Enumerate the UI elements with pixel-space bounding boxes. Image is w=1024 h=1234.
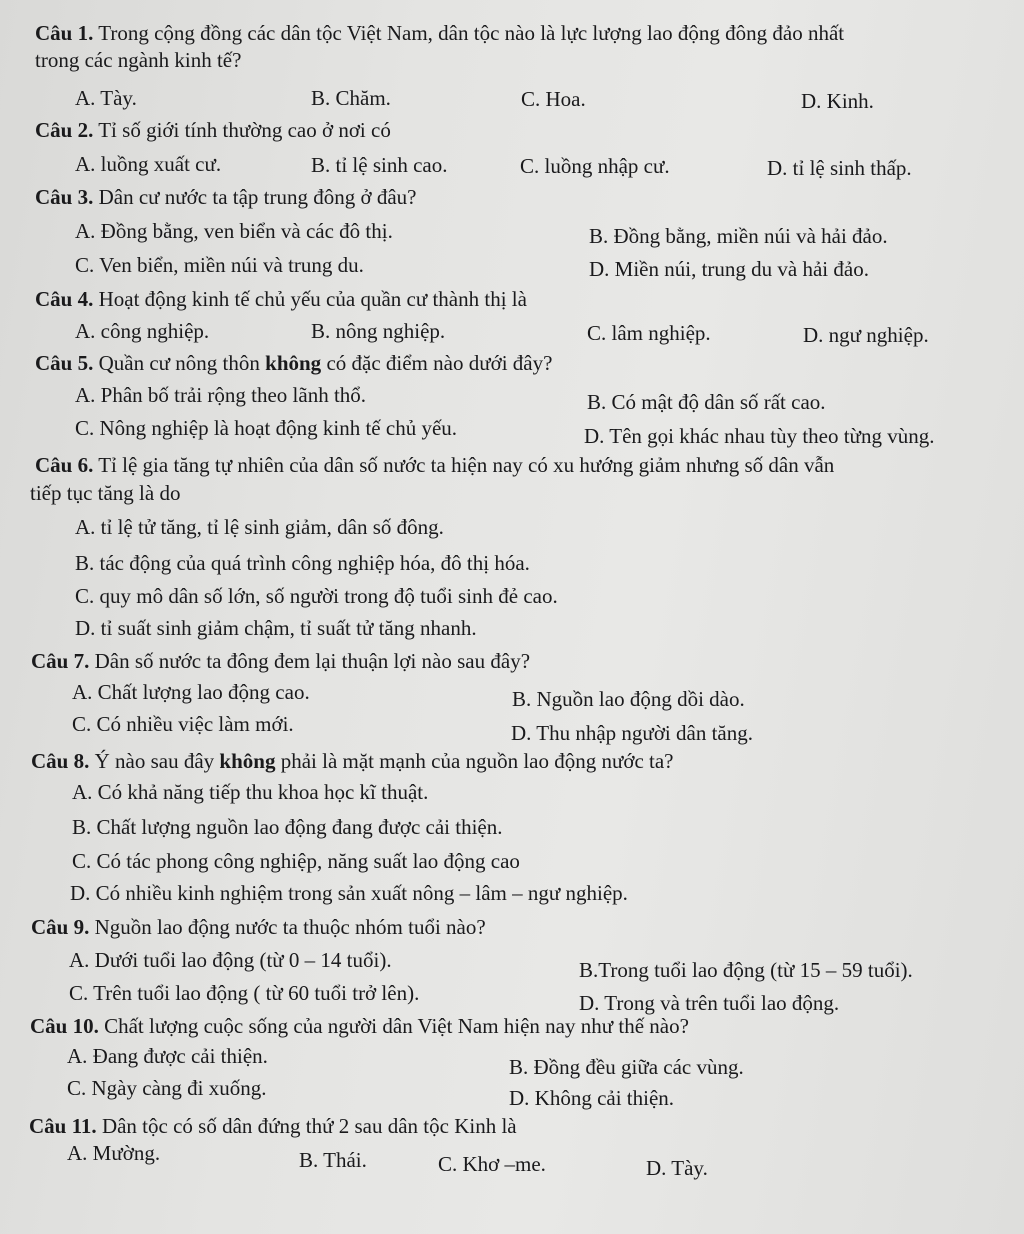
question-6-option-d[interactable]: D. tỉ suất sinh giảm chậm, tỉ suất tử tăng nhanh. — [75, 616, 477, 640]
question-11-number: Câu 11. — [29, 1114, 97, 1138]
question-1-stem-line-2: trong các ngành kinh tế? — [35, 48, 242, 72]
question-7-option-a[interactable]: A. Chất lượng lao động cao. — [72, 680, 310, 704]
question-6-stem: Câu 6. Tỉ lệ gia tăng tự nhiên của dân số nước ta hiện nay có xu hướng giảm nhưng số dân vẫn — [35, 453, 835, 477]
question-2-option-a[interactable]: A. luồng xuất cư. — [75, 152, 222, 176]
question-2-option-b[interactable]: B. tỉ lệ sinh cao. — [311, 153, 448, 177]
question-11-stem: Câu 11. Dân tộc có số dân đứng thứ 2 sau dân tộc Kinh là — [29, 1114, 517, 1138]
question-10-option-d[interactable]: D. Không cải thiện. — [509, 1086, 675, 1110]
question-2-number: Câu 2. — [35, 118, 94, 142]
question-9-option-c[interactable]: C. Trên tuổi lao động ( từ 60 tuổi trở lên). — [69, 981, 420, 1005]
question-8-option-c[interactable]: C. Có tác phong công nghiệp, năng suất lao động cao — [72, 849, 520, 873]
question-7-option-c[interactable]: C. Có nhiều việc làm mới. — [72, 712, 294, 736]
question-5-option-b[interactable]: B. Có mật độ dân số rất cao. — [587, 390, 826, 414]
question-8-number: Câu 8. — [31, 749, 90, 773]
question-5-stem: Câu 5. Quần cư nông thôn không có đặc điểm nào dưới đây? — [35, 351, 553, 375]
question-7-stem: Câu 7. Dân số nước ta đông đem lại thuận lợi nào sau đây? — [31, 649, 531, 673]
question-9-option-b[interactable]: B.Trong tuổi lao động (từ 15 – 59 tuổi). — [579, 958, 913, 982]
question-8-option-b[interactable]: B. Chất lượng nguồn lao động đang được cải thiện. — [72, 815, 503, 839]
question-6-stem-line-2: tiếp tục tăng là do — [30, 481, 181, 505]
question-11-option-a[interactable]: A. Mường. — [67, 1141, 161, 1165]
question-7-number: Câu 7. — [31, 649, 90, 673]
question-7-option-b[interactable]: B. Nguồn lao động dồi dào. — [512, 687, 745, 711]
question-9-stem: Câu 9. Nguồn lao động nước ta thuộc nhóm tuổi nào? — [31, 915, 486, 939]
question-10-number: Câu 10. — [30, 1014, 99, 1038]
question-1-option-c[interactable]: C. Hoa. — [521, 87, 586, 111]
question-11-option-d[interactable]: D. Tày. — [646, 1156, 708, 1180]
question-10-option-c[interactable]: C. Ngày càng đi xuống. — [67, 1076, 267, 1100]
question-3-option-d[interactable]: D. Miền núi, trung du và hải đảo. — [589, 257, 869, 281]
question-5-option-a[interactable]: A. Phân bố trải rộng theo lãnh thổ. — [75, 383, 367, 407]
question-11-option-c[interactable]: C. Khơ –me. — [438, 1152, 546, 1176]
question-7-option-d[interactable]: D. Thu nhập người dân tăng. — [511, 721, 753, 745]
question-3-option-c[interactable]: C. Ven biển, miền núi và trung du. — [75, 253, 364, 277]
question-5-number: Câu 5. — [35, 351, 94, 375]
question-6-option-c[interactable]: C. quy mô dân số lớn, số người trong độ tuổi sinh đẻ cao. — [75, 584, 558, 608]
question-10-option-b[interactable]: B. Đồng đều giữa các vùng. — [509, 1055, 744, 1079]
question-4-option-d[interactable]: D. ngư nghiệp. — [803, 323, 929, 347]
question-3-stem: Câu 3. Dân cư nước ta tập trung đông ở đâu? — [35, 185, 417, 209]
question-4-stem: Câu 4. Hoạt động kinh tế chủ yếu của quần cư thành thị là — [35, 287, 527, 311]
question-1-stem-line-1: Trong cộng đồng các dân tộc Việt Nam, dân tộc nào là lực lượng lao động đông đảo nhất — [98, 21, 845, 45]
question-1-option-b[interactable]: B. Chăm. — [311, 86, 391, 110]
question-2-option-d[interactable]: D. tỉ lệ sinh thấp. — [767, 156, 912, 180]
question-8-option-d[interactable]: D. Có nhiều kinh nghiệm trong sản xuất nông – lâm – ngư nghiệp. — [70, 881, 628, 905]
question-9-number: Câu 9. — [31, 915, 90, 939]
question-3-option-b[interactable]: B. Đồng bằng, miền núi và hải đảo. — [589, 224, 888, 248]
question-4-number: Câu 4. — [35, 287, 94, 311]
question-10-option-a[interactable]: A. Đang được cải thiện. — [67, 1044, 268, 1068]
question-6-option-b[interactable]: B. tác động của quá trình công nghiệp hóa, đô thị hóa. — [75, 551, 530, 575]
question-2-option-c[interactable]: C. luồng nhập cư. — [520, 154, 670, 178]
question-2-stem: Câu 2. Tỉ số giới tính thường cao ở nơi có — [35, 118, 391, 142]
question-4-option-b[interactable]: B. nông nghiệp. — [311, 319, 446, 343]
question-6-option-a[interactable]: A. tỉ lệ tử tăng, tỉ lệ sinh giảm, dân số đông. — [75, 515, 444, 539]
question-3-option-a[interactable]: A. Đồng bằng, ven biển và các đô thị. — [75, 219, 393, 243]
question-5-option-d[interactable]: D. Tên gọi khác nhau tùy theo từng vùng. — [584, 424, 935, 448]
question-1-stem — [35, 20, 844, 46]
question-10-stem: Câu 10. Chất lượng cuộc sống của người dân Việt Nam hiện nay như thế nào? — [30, 1014, 689, 1038]
question-9-option-a[interactable]: A. Dưới tuổi lao động (từ 0 – 14 tuổi). — [69, 948, 392, 972]
question-9-option-d[interactable]: D. Trong và trên tuổi lao động. — [579, 991, 840, 1015]
question-3-number: Câu 3. — [35, 185, 94, 209]
question-8-stem: Câu 8. Ý nào sau đây không phải là mặt mạnh của nguồn lao động nước ta? — [31, 749, 674, 773]
question-4-option-a[interactable]: A. công nghiệp. — [75, 319, 210, 343]
question-5-option-c[interactable]: C. Nông nghiệp là hoạt động kinh tế chủ yếu. — [75, 416, 458, 440]
question-8-option-a[interactable]: A. Có khả năng tiếp thu khoa học kĩ thuật. — [72, 780, 429, 804]
question-1-number: Câu 1. — [35, 21, 94, 45]
question-6-number: Câu 6. — [35, 453, 94, 477]
question-1-option-d[interactable]: D. Kinh. — [801, 89, 874, 113]
question-1-option-a[interactable]: A. Tày. — [75, 86, 137, 110]
question-4-option-c[interactable]: C. lâm nghiệp. — [587, 321, 711, 345]
question-11-option-b[interactable]: B. Thái. — [299, 1148, 367, 1172]
